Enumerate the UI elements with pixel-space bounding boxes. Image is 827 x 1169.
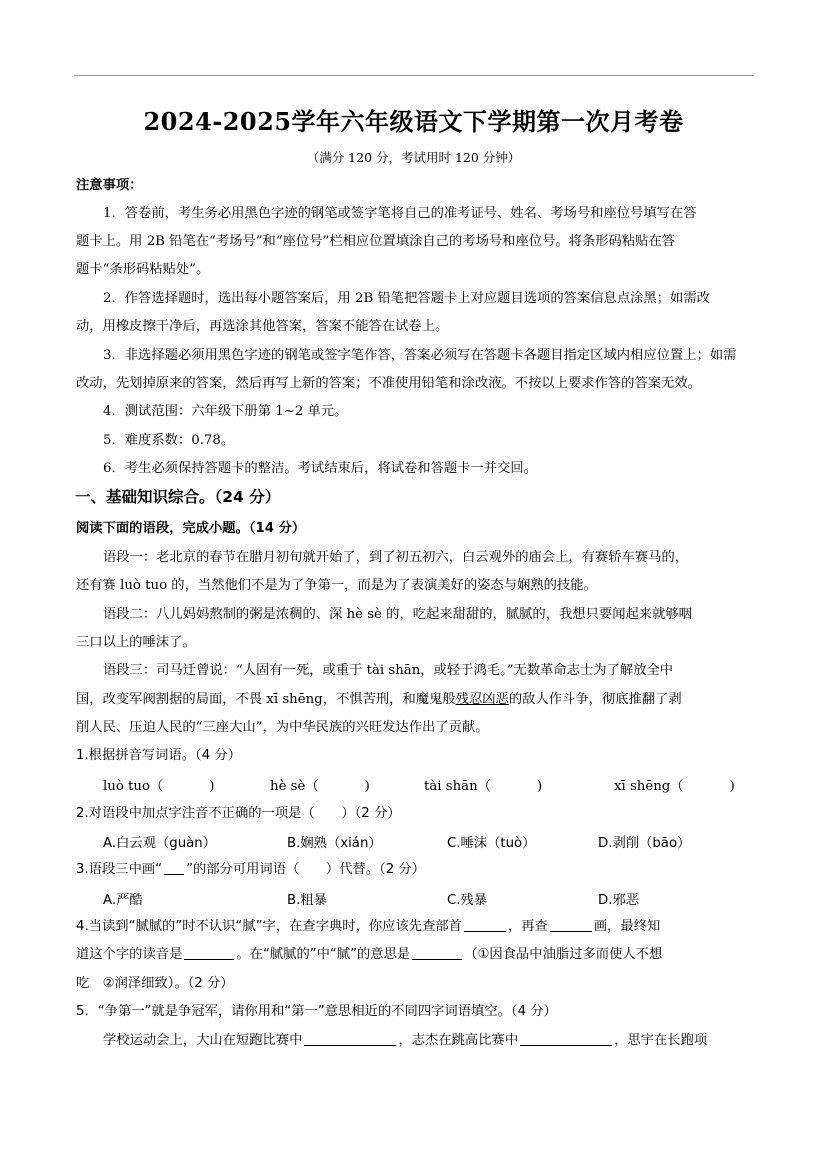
q1-item-label: hè sè（ (270, 779, 319, 794)
answer-blank[interactable] (520, 1032, 612, 1046)
q3-stem (76, 860, 752, 880)
q5-text: ，思宇在长跑项 (614, 1033, 708, 1048)
passage1-line: 语段一：老北京的春节在腊月初旬就开始了，到了初五初六，白云观外的庙会上，有赛轿车赛马的， (103, 550, 689, 565)
q1-stem: 1.根据拼音写词语。（4 分） (76, 748, 241, 763)
q4-line (76, 945, 752, 965)
note-line: 题卡上。用 2B 铅笔在“考场号”和“座位号”栏相应位置填涂自己的考场号和座位号。将条形码粘贴在答 (76, 234, 676, 249)
note-line: 2．作答选择题时，选出每小题答案后，用 2B 铅笔把答题卡上对应题目选项的答案信息点涂黑；如需改 (103, 291, 710, 306)
note-line: 5．难度系数：0.78。 (103, 433, 235, 448)
answer-blank[interactable] (412, 946, 462, 960)
q1-close: ) (364, 779, 370, 794)
q1-item-label: luò tuo（ (103, 779, 164, 794)
q5-text: ，志杰在跳高比赛中 (398, 1033, 519, 1048)
q4-line: 吃 ②润泽细致）。（2 分） (76, 976, 234, 991)
q3-option-d[interactable]: D.邪恶 (598, 893, 640, 908)
q2-option-d[interactable]: D.剥削（bāo） (598, 836, 691, 851)
q3-stem-text: ”的部分可用词语（ ）代替。（2 分） (186, 862, 426, 877)
q2-stem: 2.对语段中加点字注音不正确的一项是（ ）（2 分） (76, 806, 401, 821)
header-rule (74, 75, 754, 76)
q1-item[interactable] (103, 775, 214, 794)
note-line: 1．答卷前，考生务必用黑色字迹的钢笔或签字笔将自己的准考证号、姓名、考场号和座位号填写在答 (103, 206, 697, 221)
q4-text: 画，最终知 (593, 919, 661, 934)
section-heading: 一、基础知识综合。（24 分） (75, 488, 281, 506)
passage3-text: 国，改变军阀割据的局面，不畏 xī shēng，不惧苦刑，和魔鬼般 (76, 692, 456, 707)
passage3-line: 削人民、压迫人民的“三座大山”，为中华民族的兴旺发达作出了贡献。 (76, 720, 489, 735)
q2-option-c[interactable]: C.唾沫（tuò） (447, 836, 536, 851)
exam-subtitle: （满分 120 分，考试用时 120 分钟） (306, 150, 521, 165)
q1-close: ) (209, 779, 215, 794)
q5-text: 学校运动会上，大山在短跑比赛中 (103, 1033, 303, 1048)
answer-blank[interactable] (184, 946, 234, 960)
q4-text: 。在“腻腻的”中“腻”的意思是 (236, 947, 411, 962)
q1-close: ) (729, 779, 735, 794)
q1-close: ) (536, 779, 543, 794)
underlined-phrase: 残忍凶恶 (455, 692, 509, 707)
q1-item-label: xī shēng（ (614, 779, 684, 794)
q2-option-b[interactable]: B.娴熟（xián） (287, 836, 382, 851)
reading-prompt: 阅读下面的语段，完成小题。（14 分） (76, 521, 306, 536)
q3-option-a[interactable]: A.严酷 (103, 893, 143, 908)
q4-text: （①因食品中油脂过多而使人不想 (464, 947, 663, 962)
answer-blank[interactable] (304, 1032, 396, 1046)
q4-text: ，再查 (507, 919, 548, 934)
note-line: 动，用橡皮擦干净后，再选涂其他答案，答案不能答在试卷上。 (76, 319, 449, 334)
passage3-line (76, 690, 752, 710)
note-line: 改动，先划掉原来的答案，然后再写上新的答案；不准使用铅笔和涂改液。不按以上要求作答的答案无效。 (76, 376, 701, 391)
q4-text: 4.当读到“腻腻的”时不认识“腻”字，在查字典时，你应该先查部首 (76, 919, 462, 934)
passage2-line: 语段二：八儿妈妈熬制的粥是浓稠的、深 hè sè 的，吃起来甜甜的，腻腻的，我想只要闻起来就够咽 (103, 607, 692, 622)
q4-text: 道这个字的读音是 (76, 947, 183, 962)
q5-stem: 5．“争第一”就是争冠军，请你用和“第一”意思相近的不同四字词语填空。（4 分） (76, 1004, 557, 1019)
q1-item-label: tài shān（ (424, 779, 491, 794)
q4-line (76, 917, 752, 937)
q1-item[interactable] (614, 775, 735, 794)
q1-item[interactable] (270, 775, 370, 794)
passage3-text: 的敌人作斗争，彻底推翻了剥 (508, 692, 682, 707)
q1-item[interactable] (424, 775, 542, 794)
note-line: 题卡“条形码粘贴处”。 (76, 262, 210, 277)
note-line: 3．非选择题必须用黑色字迹的钢笔或签字笔作答，答案必须写在答题卡各题目指定区域内相应位置上；如需 (103, 348, 737, 363)
passage2-line: 三口以上的唾沫了。 (76, 635, 196, 650)
q3-option-c[interactable]: C.残暴 (447, 893, 488, 908)
q2-option-a[interactable]: A.白云观（guàn） (103, 836, 217, 851)
q3-stem-text: 3.语段三中画“ (76, 862, 163, 877)
underline-marker (164, 861, 184, 875)
answer-blank[interactable] (464, 918, 506, 932)
notes-heading: 注意事项： (76, 178, 143, 193)
note-line: 4．测试范围：六年级下册第 1~2 单元。 (103, 404, 348, 419)
passage3-line: 语段三：司马迁曾说：“人固有一死，或重于 tài shān，或轻于鸿毛。”无数革命志士为了解放全中 (103, 663, 674, 678)
passage1-line: 还有赛 luò tuo 的，当然他们不是为了争第一，而是为了表演美好的姿态与娴熟的技能。 (76, 578, 597, 593)
note-line: 6．考生必须保持答题卡的整洁。考试结束后，将试卷和答题卡一并交回。 (103, 461, 537, 476)
answer-blank[interactable] (550, 918, 592, 932)
exam-title: 2024-2025学年六年级语文下学期第一次月考卷 (143, 107, 684, 136)
q5-line (103, 1031, 752, 1051)
q3-option-b[interactable]: B.粗暴 (287, 893, 327, 908)
